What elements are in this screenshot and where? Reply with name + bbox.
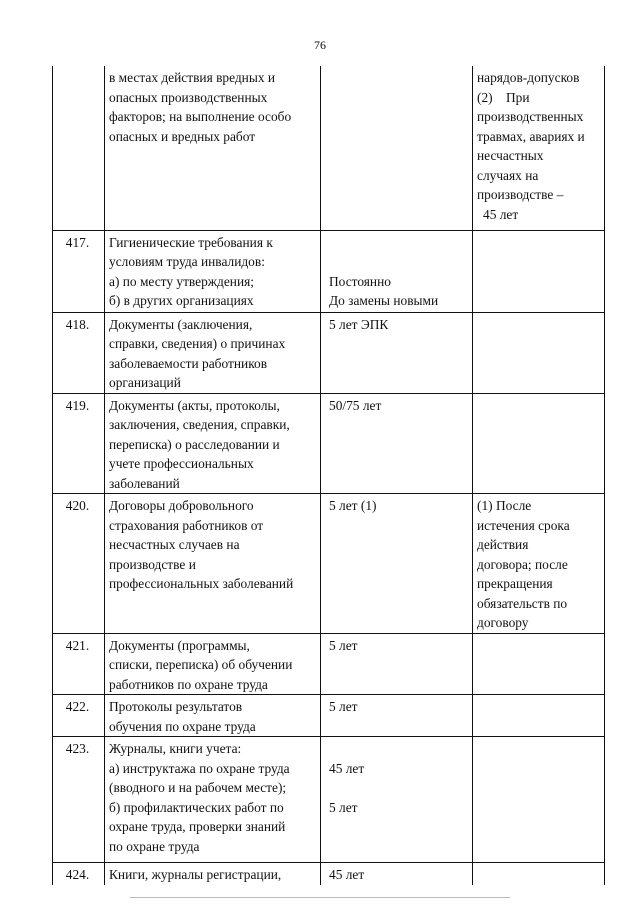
term-line: 5 лет ЭПК (329, 316, 389, 332)
article-cell (105, 695, 321, 737)
row-number: 419. (65, 397, 90, 413)
note-line: обязательств по (477, 595, 568, 611)
article-line: факторов; на выполнение особо (109, 109, 292, 124)
article-line: Протоколы результатов (109, 699, 243, 714)
note-line: производственных (477, 109, 584, 124)
table-row (53, 312, 605, 393)
note-line: случаях на (477, 167, 539, 183)
term-line: 5 лет (329, 637, 358, 653)
article-line: работников по охране труда (109, 676, 268, 692)
article-cell (105, 312, 321, 393)
note-cell (473, 863, 605, 885)
article-line: профессиональных заболеваний (109, 576, 294, 591)
row-number: 417. (65, 234, 90, 250)
article-line: Документы (программы, (109, 637, 250, 653)
row-number: 421. (65, 637, 90, 653)
note-line: договору (477, 615, 529, 630)
article-line: учете профессиональных (109, 456, 254, 471)
table-row (53, 230, 605, 312)
article-cell (105, 737, 321, 863)
row-number: 422. (65, 699, 90, 714)
article-line: Документы (акты, протоколы, (109, 397, 280, 413)
article-line: Гигиенические требования к (109, 234, 273, 250)
note-line: производстве – (477, 187, 564, 202)
number-cell (53, 695, 105, 737)
article-line: Документы (заключения, (109, 316, 253, 332)
article-line: а) по месту утверждения; (109, 273, 255, 289)
page-number: 76 (314, 38, 326, 52)
article-line: охране труда, проверки знаний (109, 819, 286, 834)
article-cell (105, 230, 321, 312)
term-line: 5 лет (329, 799, 358, 815)
article-cell (105, 863, 321, 885)
note-cell (473, 737, 605, 863)
note-line: несчастных (477, 148, 544, 163)
term-line: 50/75 лет (329, 397, 382, 413)
term-line: 45 лет (329, 867, 365, 882)
number-cell (53, 230, 105, 312)
article-line: списки, переписка) об обучении (109, 657, 293, 672)
table-row-continued (53, 66, 605, 230)
term-line (329, 778, 468, 798)
table-row (53, 695, 605, 737)
note-line: (1) После (477, 498, 532, 513)
note-cell (473, 633, 605, 695)
article-line: б) профилактических работ по (109, 799, 284, 815)
term-line (329, 252, 468, 272)
term-line: 5 лет (329, 699, 358, 714)
article-line: переписка) о расследовании и (109, 436, 280, 452)
number-cell (53, 66, 105, 230)
article-line: б) в других организациях (109, 293, 254, 308)
note-cell (473, 695, 605, 737)
note-line: истечения срока (477, 517, 570, 533)
term-cell (321, 230, 473, 312)
number-cell (53, 633, 105, 695)
article-line: Договоры добровольного (109, 498, 254, 513)
scan-edge-line (130, 897, 510, 898)
article-cell (105, 633, 321, 695)
article-line: организаций (109, 375, 181, 390)
article-line: справки, сведения) о причинах (109, 336, 286, 351)
retention-table (52, 66, 605, 885)
article-cell (105, 494, 321, 634)
number-cell (53, 863, 105, 885)
term-cell (321, 863, 473, 885)
table-row (53, 393, 605, 494)
number-cell (53, 312, 105, 393)
article-line: заболеваний (109, 475, 180, 491)
term-line: До замены новыми (329, 293, 439, 308)
note-cell (473, 393, 605, 494)
note-cell (473, 494, 605, 634)
term-line: Постоянно (329, 273, 391, 289)
row-number: 420. (65, 498, 90, 513)
table-row (53, 633, 605, 695)
article-line: опасных и вредных работ (109, 128, 256, 144)
number-cell (53, 494, 105, 634)
article-cell (105, 66, 321, 230)
number-cell (53, 393, 105, 494)
term-cell (321, 633, 473, 695)
table-row (53, 494, 605, 634)
article-line: страхования работников от (109, 517, 264, 533)
term-line: 45 лет (329, 760, 365, 776)
article-line: производстве и (109, 556, 196, 572)
row-number: 418. (65, 316, 90, 332)
term-cell (321, 695, 473, 737)
article-line: заключения, сведения, справки, (109, 417, 290, 432)
term-cell (321, 494, 473, 634)
article-cell (105, 393, 321, 494)
note-line: договора; после (477, 556, 568, 572)
note-line: (2) При (477, 89, 530, 105)
term-cell (321, 66, 473, 230)
note-cell (473, 230, 605, 312)
term-line: 5 лет (1) (329, 498, 377, 513)
table-row (53, 737, 605, 863)
article-line: Книги, журналы регистрации, (109, 867, 282, 882)
number-cell (53, 737, 105, 863)
article-line: обучения по охране труда (109, 718, 256, 734)
term-cell (321, 737, 473, 863)
article-line: несчастных случаев на (109, 537, 240, 552)
note-line: 45 лет (483, 206, 519, 222)
note-line: травмах, авариях и (477, 128, 585, 144)
note-line: действия (477, 537, 529, 552)
article-line: опасных производственных (109, 89, 268, 105)
note-line: нарядов-допусков (477, 70, 580, 85)
article-line: а) инструктажа по охране труда (109, 760, 290, 776)
row-number: 423. (65, 741, 90, 756)
table-row (53, 863, 605, 885)
term-cell (321, 312, 473, 393)
note-line: прекращения (477, 576, 553, 591)
note-cell (473, 66, 605, 230)
term-line (329, 739, 468, 759)
note-cell (473, 312, 605, 393)
term-line (329, 233, 468, 253)
article-line: Журналы, книги учета: (109, 741, 242, 756)
term-cell (321, 393, 473, 494)
article-line: в местах действия вредных и (109, 70, 276, 85)
article-line: (вводного и на рабочем месте); (109, 780, 287, 795)
article-line: условиям труда инвалидов: (109, 254, 265, 269)
row-number: 424. (65, 867, 90, 882)
article-line: заболеваемости работников (109, 355, 268, 371)
article-line: по охране труда (109, 838, 200, 854)
